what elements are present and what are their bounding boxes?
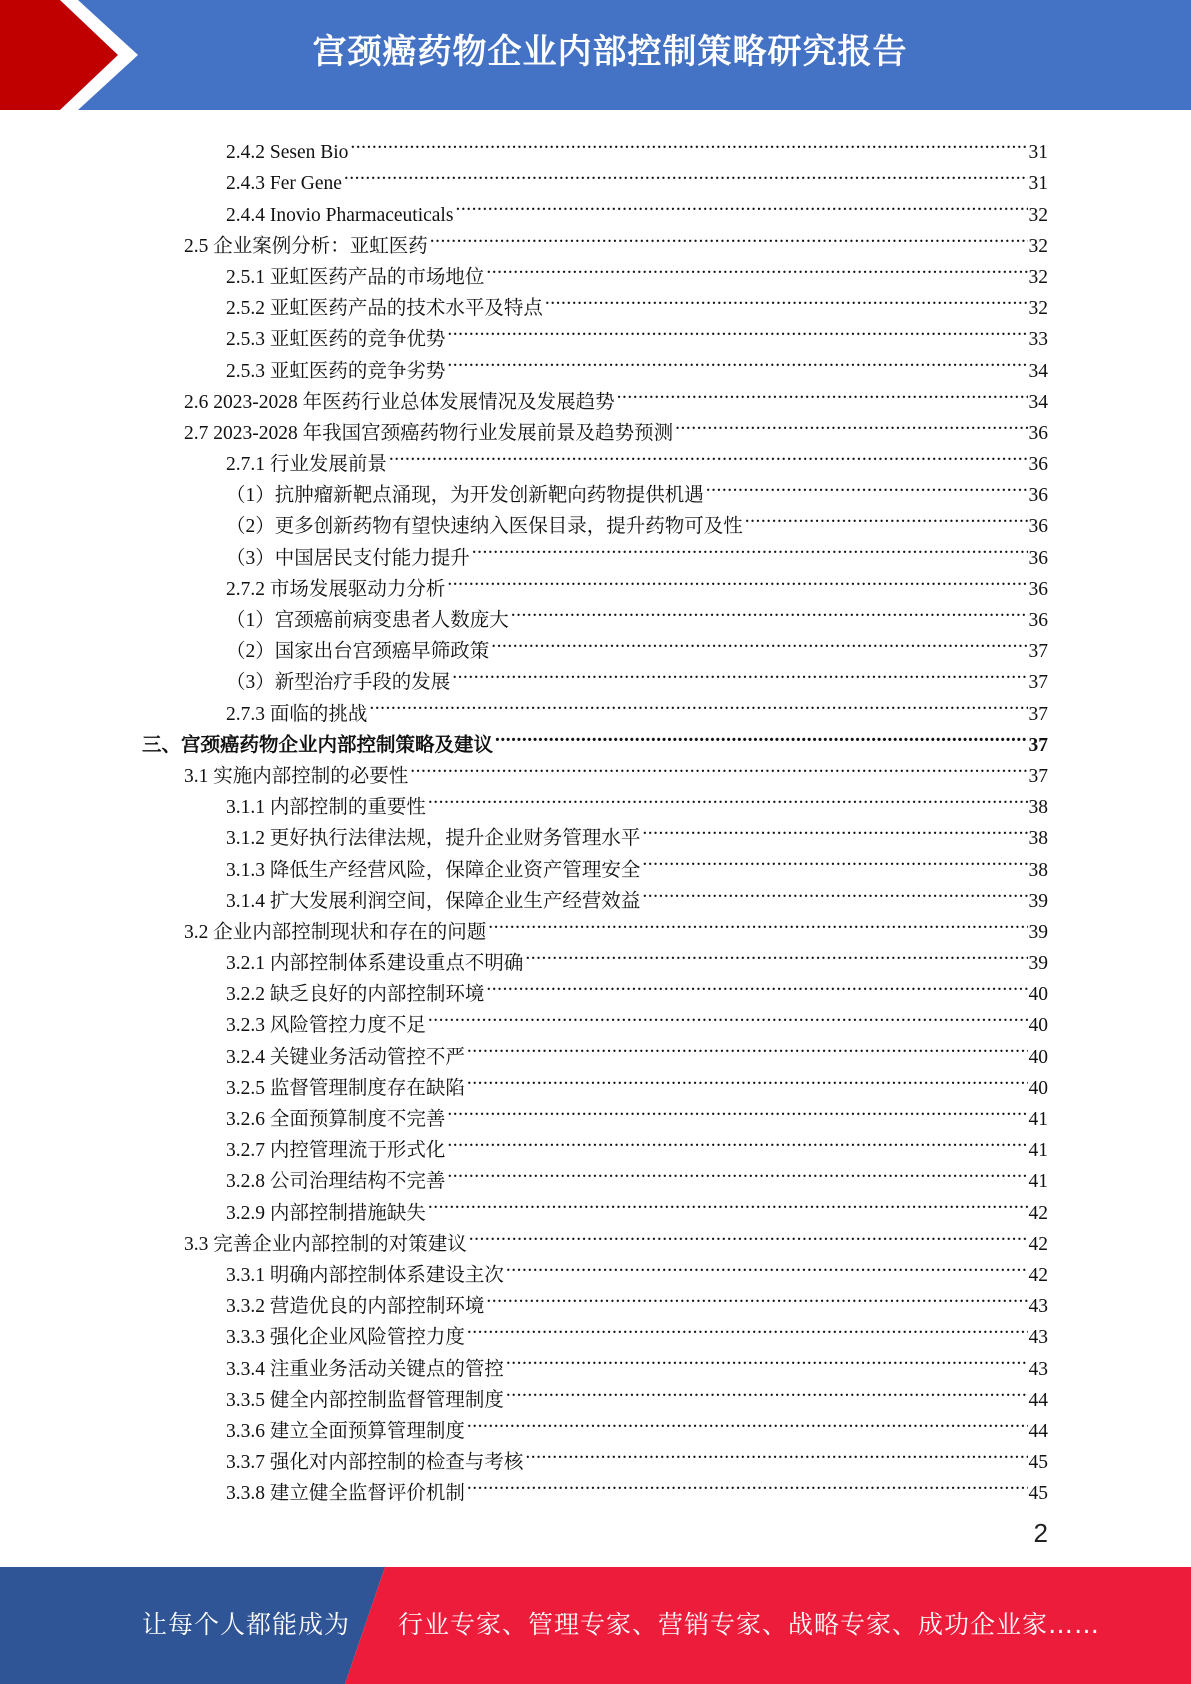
- toc-dot-leader: [447, 345, 1027, 376]
- toc-entry-page: 37: [1028, 641, 1048, 663]
- toc-entry[interactable]: [226, 1125, 1048, 1162]
- toc-entry[interactable]: [226, 1156, 1048, 1193]
- toc-dot-leader: [447, 564, 1027, 595]
- toc-entry[interactable]: [226, 1187, 1048, 1224]
- toc-entry[interactable]: [226, 1250, 1048, 1286]
- toc-entry[interactable]: [226, 688, 1048, 725]
- toc-entry-page: 32: [1028, 266, 1048, 288]
- toc-entry-page: 36: [1028, 547, 1048, 569]
- toc-dot-leader: [488, 907, 1027, 938]
- toc-entry-page: 44: [1028, 1389, 1048, 1411]
- toc-entry-page: 37: [1028, 703, 1048, 725]
- toc-dot-leader: [369, 688, 1027, 719]
- toc-entry[interactable]: [226, 938, 1048, 975]
- toc-entry[interactable]: [184, 221, 1048, 257]
- toc-entry[interactable]: [226, 969, 1048, 1006]
- toc-entry-label: 3.2.7 内控管理流于形式化: [226, 1140, 446, 1162]
- toc-entry-label: 3.1.4 扩大发展利润空间，保障企业生产经营效益: [226, 890, 641, 912]
- toc-entry-label: 3.1.2 更好执行法律法规，提升企业财务管理水平: [226, 828, 641, 850]
- toc-entry-page: 39: [1028, 921, 1048, 943]
- toc-dot-leader: [617, 377, 1028, 408]
- toc-entry-label: 2.7.1 行业发展前景: [226, 454, 387, 476]
- toc-dot-leader: [467, 1031, 1028, 1062]
- toc-entry-label: 3.3.2 营造优良的内部控制环境: [226, 1296, 485, 1318]
- toc-dot-leader: [511, 595, 1028, 626]
- toc-entry[interactable]: [226, 470, 1048, 507]
- toc-entry-label: 3.2.4 关键业务活动管控不严: [226, 1046, 465, 1068]
- toc-entry-label: 3.3.6 建立全面预算管理制度: [226, 1420, 465, 1442]
- toc-dot-leader: [506, 1375, 1028, 1406]
- table-of-contents: [0, 127, 1191, 1505]
- toc-entry-label: 2.6 2023-2028 年医药行业总体发展情况及发展趋势: [184, 391, 615, 413]
- toc-entry[interactable]: [226, 1000, 1048, 1037]
- toc-entry[interactable]: [226, 813, 1048, 850]
- toc-entry-label: 3.2.6 全面预算制度不完善: [226, 1109, 446, 1130]
- toc-entry-label: （2）国家出台宫颈癌早筛政策: [226, 641, 490, 663]
- toc-entry[interactable]: [226, 876, 1048, 912]
- toc-dot-leader: [486, 969, 1027, 1000]
- toc-entry-page: 38: [1028, 828, 1048, 850]
- footer-slogan-left: 让每个人都能成为: [142, 1610, 351, 1639]
- toc-dot-leader: [344, 158, 1028, 189]
- toc-entry[interactable]: [184, 408, 1048, 444]
- toc-entry-label: 2.4.3 Fer Gene: [226, 173, 342, 195]
- toc-dot-leader: [545, 283, 1028, 314]
- toc-entry[interactable]: [226, 1343, 1048, 1380]
- page-footer: [0, 1567, 1191, 1684]
- toc-entry[interactable]: [226, 127, 1048, 164]
- toc-entry-label: 3.1.3 降低生产经营风险，保障企业资产管理安全: [226, 859, 641, 881]
- toc-entry-label: 3.3.8 建立健全监督评价机制: [226, 1483, 465, 1505]
- toc-dot-leader: [447, 1125, 1027, 1156]
- toc-entry-page: 39: [1028, 890, 1048, 912]
- toc-entry-page: 32: [1028, 204, 1048, 226]
- toc-entry[interactable]: [226, 1312, 1048, 1349]
- toc-entry-label: 3.2 企业内部控制现状和存在的问题: [184, 921, 487, 943]
- toc-entry-page: 31: [1028, 173, 1048, 195]
- toc-dot-leader: [642, 844, 1027, 875]
- toc-dot-leader: [745, 501, 1028, 532]
- toc-entry-page: 40: [1028, 1077, 1048, 1099]
- toc-dot-leader: [430, 221, 1028, 252]
- toc-dot-leader: [506, 1250, 1028, 1281]
- toc-dot-leader: [472, 532, 1028, 563]
- toc-dot-leader: [495, 720, 1027, 751]
- toc-entry-page: 38: [1028, 859, 1048, 881]
- toc-entry-page: 43: [1028, 1327, 1048, 1349]
- toc-dot-leader: [350, 127, 1027, 158]
- toc-entry-page: 37: [1028, 672, 1048, 694]
- toc-entry-page: 45: [1028, 1452, 1048, 1474]
- toc-dot-leader: [486, 252, 1027, 283]
- toc-dot-leader: [486, 1281, 1027, 1312]
- toc-entry-label: 3.2.1 内部控制体系建设重点不明确: [226, 953, 524, 975]
- toc-entry-label: 2.7.3 面临的挑战: [226, 703, 368, 725]
- toc-entry-page: 36: [1028, 454, 1048, 476]
- toc-entry-label: 3.1 实施内部控制的必要性: [184, 765, 409, 787]
- toc-entry-page: 41: [1028, 1109, 1048, 1130]
- toc-entry-page: 40: [1028, 1015, 1048, 1037]
- toc-entry[interactable]: [226, 532, 1048, 569]
- toc-entry-label: 3.2.9 内部控制措施缺失: [226, 1202, 426, 1224]
- toc-dot-leader: [642, 876, 1027, 907]
- toc-entry-page: 33: [1028, 329, 1048, 351]
- toc-entry-page: 37: [1028, 765, 1048, 787]
- toc-entry-page: 34: [1028, 360, 1048, 382]
- toc-entry-page: 41: [1028, 1140, 1048, 1162]
- page-header: [0, 0, 1191, 110]
- toc-entry[interactable]: [184, 377, 1048, 413]
- toc-dot-leader: [525, 938, 1027, 969]
- toc-entry-label: （3）中国居民支付能力提升: [226, 547, 470, 569]
- toc-entry-page: 32: [1028, 235, 1048, 257]
- toc-entry-label: 2.4.4 Inovio Pharmaceuticals: [226, 204, 454, 226]
- toc-entry-page: 39: [1028, 953, 1048, 975]
- toc-entry-page: 36: [1028, 610, 1048, 631]
- toc-entry-label: 3.3.4 注重业务活动关键点的管控: [226, 1358, 504, 1380]
- toc-entry-label: 2.5.3 亚虹医药的竞争劣势: [226, 360, 446, 382]
- toc-entry-label: 2.5.1 亚虹医药产品的市场地位: [226, 266, 485, 288]
- toc-dot-leader: [452, 657, 1027, 688]
- toc-entry-page: 31: [1028, 142, 1048, 164]
- toc-entry-label: 2.5.3 亚虹医药的竞争优势: [226, 329, 446, 351]
- toc-entry-page: 44: [1028, 1420, 1048, 1442]
- toc-entry-page: 45: [1028, 1483, 1048, 1505]
- toc-entry-label: 3.3.1 明确内部控制体系建设主次: [226, 1264, 504, 1286]
- toc-dot-leader: [506, 1343, 1028, 1374]
- toc-entry-page: 43: [1028, 1296, 1048, 1318]
- toc-entry-label: 2.5 企业案例分析：亚虹医药: [184, 235, 428, 257]
- toc-entry[interactable]: [226, 439, 1048, 476]
- toc-entry[interactable]: [226, 1375, 1048, 1411]
- toc-dot-leader: [467, 1312, 1028, 1343]
- toc-dot-leader: [491, 626, 1027, 657]
- toc-entry[interactable]: [226, 1406, 1048, 1442]
- toc-entry-page: 42: [1028, 1233, 1048, 1255]
- toc-entry-page: 36: [1028, 422, 1048, 444]
- toc-entry-page: 36: [1028, 516, 1048, 538]
- toc-entry[interactable]: [226, 626, 1048, 663]
- toc-entry[interactable]: [226, 501, 1048, 538]
- toc-entry-label: 3.3.7 强化对内部控制的检查与考核: [226, 1452, 524, 1474]
- toc-dot-leader: [410, 751, 1027, 782]
- toc-entry[interactable]: [226, 314, 1048, 351]
- toc-entry[interactable]: [226, 657, 1048, 694]
- toc-entry-page: 43: [1028, 1358, 1048, 1380]
- toc-entry-page: 36: [1028, 485, 1048, 507]
- toc-entry[interactable]: [226, 283, 1048, 320]
- red-chevron-icon: [0, 0, 160, 110]
- toc-dot-leader: [642, 813, 1027, 844]
- toc-entry[interactable]: [184, 751, 1048, 787]
- toc-dot-leader: [467, 1468, 1028, 1499]
- toc-dot-leader: [525, 1437, 1027, 1468]
- toc-dot-leader: [447, 1156, 1027, 1187]
- toc-dot-leader: [467, 1063, 1028, 1094]
- toc-entry[interactable]: [226, 782, 1048, 819]
- toc-dot-leader: [428, 1000, 1028, 1031]
- toc-entry[interactable]: [226, 1281, 1048, 1318]
- toc-entry[interactable]: [226, 844, 1048, 881]
- report-title: 宫颈癌药物企业内部控制策略研究报告: [312, 32, 908, 72]
- page-number: 2: [1033, 1518, 1048, 1548]
- toc-entry-label: （1）宫颈癌前病变患者人数庞大: [226, 610, 509, 631]
- footer-slogan-right: 行业专家、管理专家、营销专家、战略专家、成功企业家……: [398, 1610, 1101, 1639]
- toc-entry-label: 2.5.2 亚虹医药产品的技术水平及特点: [226, 298, 543, 320]
- toc-entry-label: 3.1.1 内部控制的重要性: [226, 797, 426, 819]
- toc-entry-page: 32: [1028, 298, 1048, 320]
- toc-entry-page: 41: [1028, 1171, 1048, 1193]
- toc-entry-page: 40: [1028, 984, 1048, 1006]
- toc-entry[interactable]: [226, 1437, 1048, 1474]
- toc-dot-leader: [447, 1094, 1027, 1125]
- toc-entry[interactable]: [226, 345, 1048, 382]
- toc-entry[interactable]: [226, 595, 1048, 631]
- toc-dot-leader: [675, 408, 1027, 439]
- toc-entry-label: （1）抗肿瘤新靶点涌现，为开发创新靶向药物提供机遇: [226, 485, 704, 507]
- toc-entry-label: 3.3.5 健全内部控制监督管理制度: [226, 1389, 504, 1411]
- toc-entry-label: （2）更多创新药物有望快速纳入医保目录，提升药物可及性: [226, 516, 743, 538]
- toc-entry-page: 34: [1028, 391, 1048, 413]
- toc-dot-leader: [389, 439, 1028, 470]
- toc-entry[interactable]: [226, 189, 1048, 226]
- toc-entry-page: 38: [1028, 797, 1048, 819]
- toc-dot-leader: [447, 314, 1027, 345]
- toc-entry-label: 三、宫颈癌药物企业内部控制策略及建议: [142, 734, 494, 756]
- toc-entry[interactable]: [226, 252, 1048, 288]
- toc-entry-label: 3.2.5 监督管理制度存在缺陷: [226, 1077, 465, 1099]
- toc-entry-page: 37: [1028, 734, 1048, 756]
- toc-entry-label: 2.4.2 Sesen Bio: [226, 142, 349, 164]
- toc-dot-leader: [706, 470, 1028, 501]
- toc-entry-label: 3.2.3 风险管控力度不足: [226, 1015, 426, 1037]
- toc-entry-label: 2.7 2023-2028 年我国宫颈癌药物行业发展前景及趋势预测: [184, 422, 674, 444]
- toc-entry[interactable]: [226, 1094, 1048, 1130]
- toc-entry-label: 3.2.8 公司治理结构不完善: [226, 1171, 446, 1193]
- toc-entry[interactable]: [226, 158, 1048, 195]
- toc-entry-page: 42: [1028, 1202, 1048, 1224]
- toc-dot-leader: [428, 782, 1028, 813]
- toc-entry[interactable]: [226, 564, 1048, 600]
- toc-entry[interactable]: [226, 1031, 1048, 1068]
- toc-dot-leader: [469, 1219, 1028, 1250]
- toc-entry[interactable]: [226, 1468, 1048, 1505]
- toc-entry-page: 42: [1028, 1264, 1048, 1286]
- toc-entry-label: （3）新型治疗手段的发展: [226, 672, 451, 694]
- toc-entry[interactable]: [226, 1063, 1048, 1099]
- toc-entry[interactable]: [184, 907, 1048, 943]
- toc-dot-leader: [428, 1187, 1028, 1218]
- toc-entry-page: 36: [1028, 578, 1048, 600]
- toc-entry-label: 3.2.2 缺乏良好的内部控制环境: [226, 984, 485, 1006]
- toc-entry-label: 2.7.2 市场发展驱动力分析: [226, 578, 446, 600]
- toc-entry-label: 3.3.3 强化企业风险管控力度: [226, 1327, 465, 1349]
- toc-entry-page: 40: [1028, 1046, 1048, 1068]
- toc-entry-label: 3.3 完善企业内部控制的对策建议: [184, 1233, 467, 1255]
- toc-dot-leader: [455, 189, 1027, 220]
- toc-dot-leader: [467, 1406, 1028, 1437]
- toc-entry[interactable]: [142, 720, 1048, 756]
- toc-entry[interactable]: [184, 1219, 1048, 1255]
